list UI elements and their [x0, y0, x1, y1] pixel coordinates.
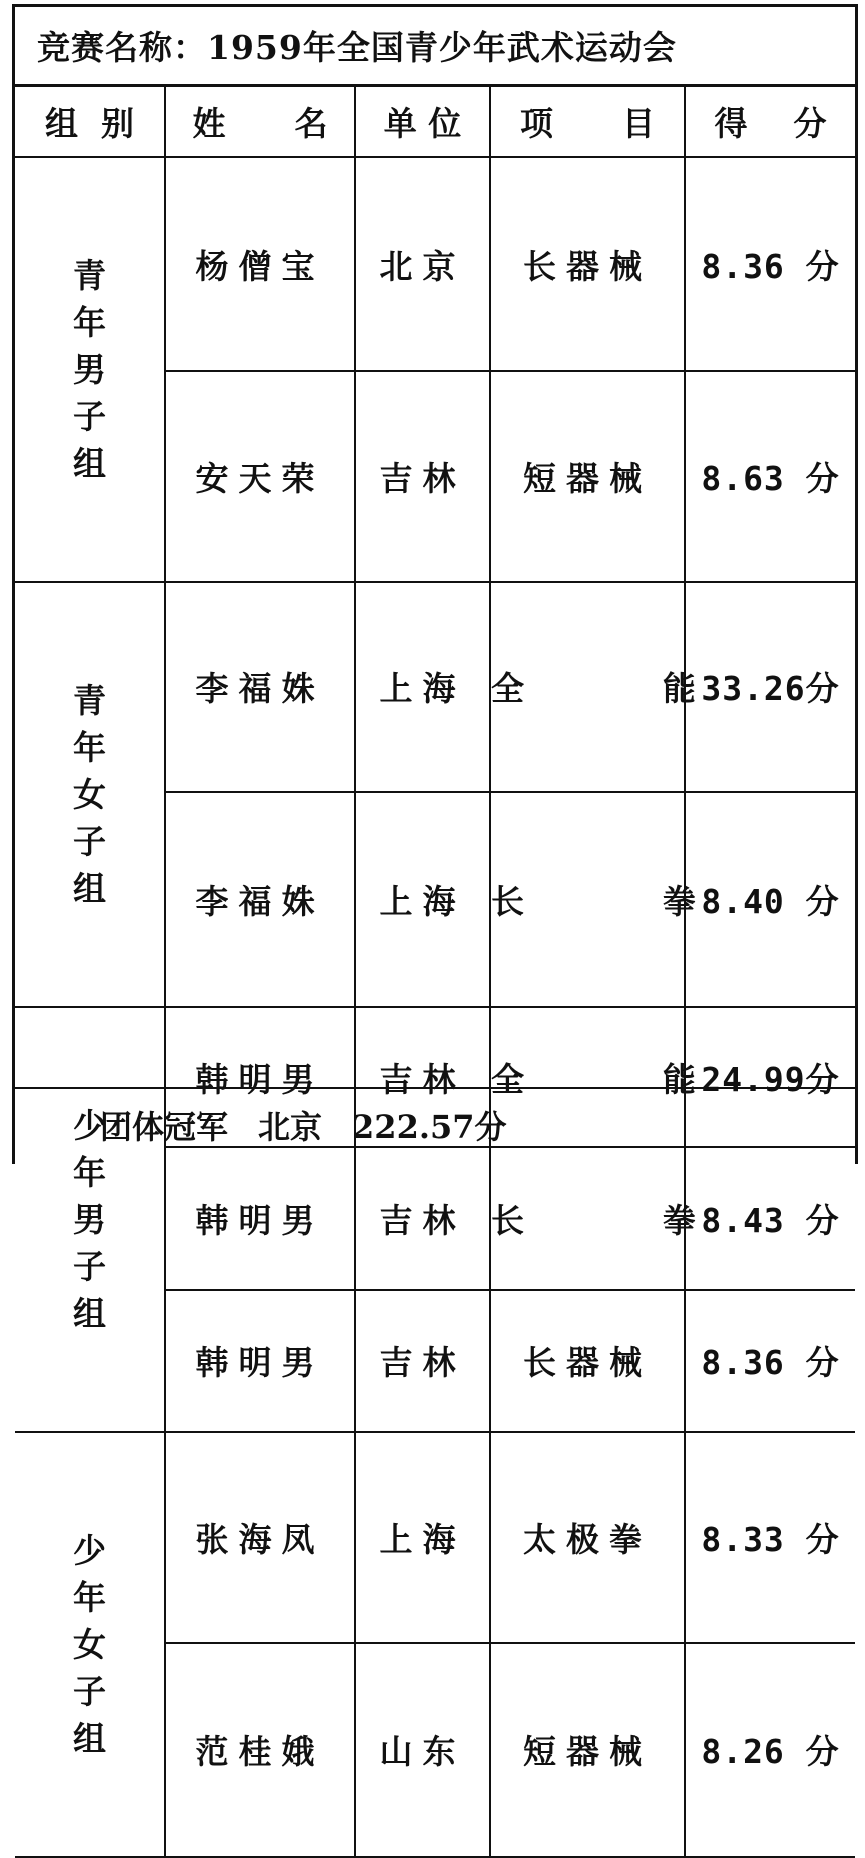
athlete-name: 韩明男 — [165, 1147, 355, 1289]
athlete-score: 8.33 分 — [685, 1432, 855, 1643]
team-champion-label: 团体冠军 — [100, 1107, 229, 1146]
team-champion-row — [15, 1087, 855, 1160]
athlete-event: 短器械 — [490, 1643, 685, 1857]
results-table — [15, 87, 855, 1858]
athlete-score: 33.26分 — [685, 582, 855, 792]
team-champion-score: 222.57分 — [352, 1107, 507, 1146]
header-name: 姓 名 — [165, 87, 355, 157]
header-score: 得 分 — [685, 87, 855, 157]
athlete-score: 8.36 分 — [685, 157, 855, 371]
athlete-unit: 吉林 — [355, 371, 490, 582]
athlete-unit: 上海 — [355, 792, 490, 1007]
athlete-event: 全 能 — [490, 582, 685, 792]
table-row — [15, 1432, 855, 1643]
athlete-unit: 北京 — [355, 157, 490, 371]
group-label: 青 年 男 子 组 — [15, 157, 165, 582]
header-group: 组 别 — [15, 87, 165, 157]
athlete-unit: 山东 — [355, 1643, 490, 1857]
athlete-score: 24.99分 — [685, 1007, 855, 1147]
team-champion-unit: 北京 — [258, 1107, 323, 1146]
athlete-event: 长 拳 — [490, 792, 685, 1007]
athlete-unit: 吉林 — [355, 1147, 490, 1289]
athlete-score: 8.40 分 — [685, 792, 855, 1007]
header-unit: 单 位 — [355, 87, 490, 157]
table-row — [15, 582, 855, 792]
athlete-event: 长 拳 — [490, 1147, 685, 1289]
athlete-name: 韩明男 — [165, 1290, 355, 1432]
header-row — [15, 87, 855, 157]
competition-title-row — [15, 7, 855, 87]
athlete-unit: 吉林 — [355, 1007, 490, 1147]
athlete-score: 8.36 分 — [685, 1290, 855, 1432]
athlete-name: 李福姝 — [165, 792, 355, 1007]
athlete-name: 张海凤 — [165, 1432, 355, 1643]
athlete-event: 短器械 — [490, 371, 685, 582]
athlete-name: 安天荣 — [165, 371, 355, 582]
group-label: 少 年 女 子 组 — [15, 1432, 165, 1857]
athlete-score: 8.43 分 — [685, 1147, 855, 1289]
group-label: 青 年 女 子 组 — [15, 582, 165, 1007]
athlete-unit: 上海 — [355, 1432, 490, 1643]
athlete-name: 韩明男 — [165, 1007, 355, 1147]
athlete-event: 长器械 — [490, 1290, 685, 1432]
competition-title: 竞赛名称：1959年全国青少年武术运动会 — [37, 28, 677, 67]
athlete-event: 全 能 — [490, 1007, 685, 1147]
athlete-name: 范桂娥 — [165, 1643, 355, 1857]
athlete-score: 8.63 分 — [685, 371, 855, 582]
athlete-event: 太极拳 — [490, 1432, 685, 1643]
athlete-name: 杨僧宝 — [165, 157, 355, 371]
athlete-unit: 吉林 — [355, 1290, 490, 1432]
table-row — [15, 157, 855, 371]
header-event: 项 目 — [490, 87, 685, 157]
athlete-event: 长器械 — [490, 157, 685, 371]
athlete-score: 8.26 分 — [685, 1643, 855, 1857]
athlete-unit: 上海 — [355, 582, 490, 792]
athlete-name: 李福姝 — [165, 582, 355, 792]
group-label: 少 年 男 子 组 — [15, 1007, 165, 1432]
